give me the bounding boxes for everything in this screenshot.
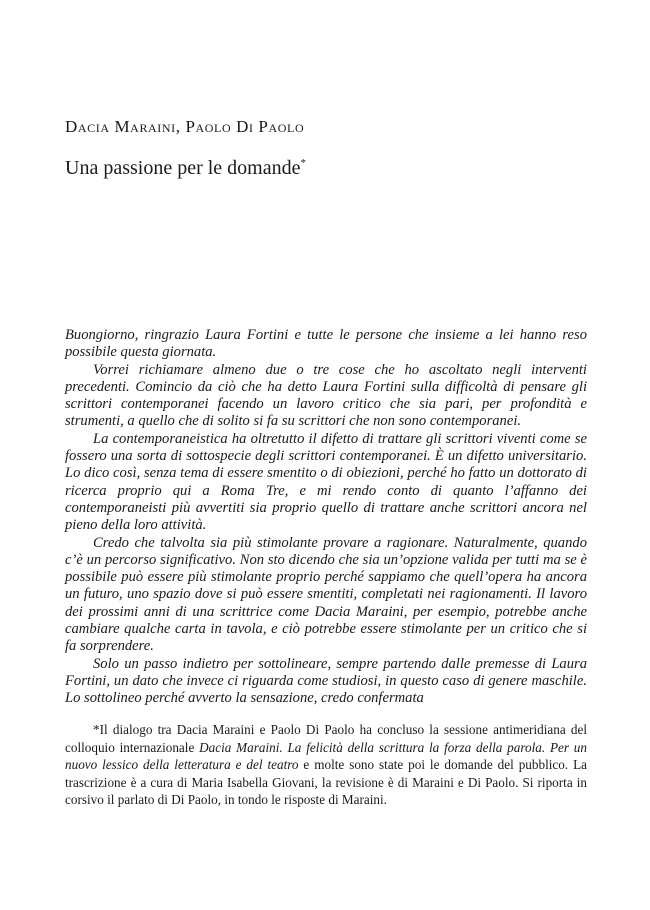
authors-heading: Dacia Maraini, Paolo Di Paolo [65,117,305,136]
article-title [65,157,306,180]
footnote-mark: * [93,722,100,737]
paragraph: La contemporaneistica ha oltretutto il difetto di trattare gli scrittori viventi come se fossero una sorta di sottospecie degli scrittori contemporanei. È un difetto universitario. Lo dico così, senza tema di essere smentito o di obiezioni, perché ho fatto un dottorato di ricerca proprio qui a Roma Tre, e mi rendo conto di quanto l’affanno dei contemporaneisti più avvertiti sia proprio quello di trattare anche scrittori ancora nel pieno della loro attività. [65,430,587,534]
footnote [65,721,587,809]
footnote-text: Il dialogo tra Dacia Maraini e Paolo Di Paolo ha concluso la sessione antimeridiana del colloquio internazionale [65,722,587,755]
title-footnote-mark: * [300,157,306,169]
paragraph: Buongiorno, ringrazio Laura Fortini e tutte le persone che insieme a lei hanno reso possibile questa giornata. [65,327,587,361]
title-text: Una passione per le domande [65,157,301,179]
footnote-text-end: e molte sono state poi le domande del pubblico. La trascrizione è a cura di Maria Isabella Giovani, la revisione è di Maraini e Di Paolo. Si riporta in corsivo il parlato di Di Paolo, in tondo le risposte di Maraini. [65,757,588,808]
paragraph: Vorrei richiamare almeno due o tre cose che ho ascoltato negli interventi precedenti. Comincio da ciò che ha detto Laura Fortini sulla difficoltà di pensare gli scrittori contemporanei facendo un lavoro critico che sia pari, per profondità e strumenti, a quello che di solito si fa su scrittori che non sono contemporanei. [65,361,587,430]
footnote-book-title: Dacia Maraini. La felicità della scrittura la forza della parola. Per un nuovo lessico della letteratura e del teatro [65,739,587,773]
dialogue-body [65,327,587,708]
paragraph: Credo che talvolta sia più stimolante provare a ragionare. Naturalmente, quando c’è un percorso significativo. Non sto dicendo che sia un’opzione valida per tutti ma se è possibile può essere più stimolante proprio perché sappiamo che quell’opera ha ancora un futuro, uno spazio dove si può essere smentiti, completati nei ragionamenti. Il lavoro dei prossimi anni di una scrittrice come Dacia Maraini, per esempio, potrebbe anche cambiare qualche carta in tavola, e ciò potrebbe essere stimolante per un critico che si fa sorprendere. [65,534,587,655]
paragraph: Solo un passo indietro per sottolineare, sempre partendo dalle premesse di Laura Fortini, un dato che invece ci riguarda come studiosi, in questo caso di genere maschile. Lo sottolineo perché avverto la sensazione, credo confermata [65,655,587,707]
